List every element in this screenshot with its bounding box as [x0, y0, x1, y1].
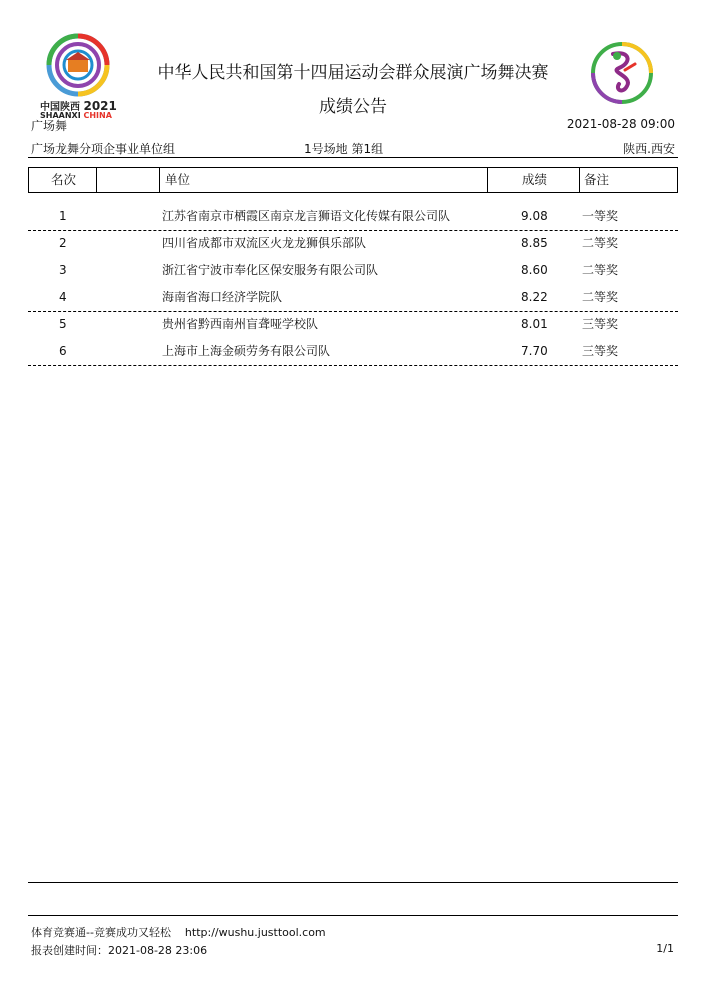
table-row: [28, 230, 678, 257]
page-title: 中华人民共和国第十四届运动会群众展演广场舞决赛: [157, 63, 549, 83]
results-table-header: [28, 167, 678, 193]
row-note: 三等奖: [582, 317, 619, 331]
row-unit: 贵州省黔西南州盲聋哑学校队: [162, 317, 319, 331]
row-score: 8.22: [521, 290, 548, 304]
row-note: 二等奖: [582, 290, 619, 304]
row-divider: [28, 365, 678, 366]
col-divider: [579, 168, 580, 192]
row-note: 二等奖: [582, 263, 619, 277]
page-subtitle: 成绩公告: [319, 97, 387, 117]
table-row: [28, 311, 678, 338]
row-rank: 5: [59, 317, 67, 331]
row-note: 三等奖: [582, 344, 619, 358]
footer-slogan: 体育竞赛通--竞赛成功又轻松 http://wushu.justtool.com: [31, 926, 326, 939]
logo-year: 2021: [83, 99, 117, 113]
row-unit: 四川省成都市双流区火龙龙狮俱乐部队: [162, 236, 367, 250]
row-rank: 4: [59, 290, 67, 304]
table-row: [28, 257, 678, 284]
col-note: 备注: [584, 172, 610, 187]
location: 陕西.西安: [623, 142, 675, 156]
row-rank: 2: [59, 236, 67, 250]
table-row: [28, 338, 678, 365]
row-score: 9.08: [521, 209, 548, 223]
col-divider: [96, 168, 97, 192]
row-rank: 3: [59, 263, 67, 277]
row-note: 二等奖: [582, 236, 619, 250]
table-row: [28, 203, 678, 230]
row-note: 一等奖: [582, 209, 619, 223]
logo-text-en2: CHINA: [83, 111, 112, 120]
row-unit: 江苏省南京市栖霞区南京龙言狮语文化传媒有限公司队: [162, 209, 451, 223]
row-rank: 1: [59, 209, 67, 223]
footer-divider-top: [28, 882, 678, 883]
row-rank: 6: [59, 344, 67, 358]
event-category: 广场舞: [31, 119, 68, 133]
venue-info: 1号场地 第1组: [304, 142, 384, 156]
meta-divider: [28, 157, 678, 158]
footer-divider-bottom: [28, 915, 678, 916]
competition-group: 广场龙舞分项企事业单位组: [31, 142, 176, 156]
row-unit: 海南省海口经济学院队: [162, 290, 283, 304]
table-row: [28, 284, 678, 311]
col-unit: 单位: [165, 172, 191, 187]
col-score: 成绩: [522, 172, 548, 187]
row-unit: 浙江省宁波市奉化区保安服务有限公司队: [162, 263, 379, 277]
col-divider: [159, 168, 160, 192]
row-score: 8.60: [521, 263, 548, 277]
report-datetime: 2021-08-28 09:00: [566, 117, 675, 131]
row-score: 8.01: [521, 317, 548, 331]
col-divider: [487, 168, 488, 192]
logo-text-cn: 中国陕西: [40, 102, 80, 113]
row-score: 7.70: [521, 344, 548, 358]
report-created-time: 报表创建时间：2021-08-28 23:06: [31, 944, 208, 957]
row-score: 8.85: [521, 236, 548, 250]
col-rank: 名次: [51, 172, 77, 187]
row-unit: 上海市上海金硕劳务有限公司队: [162, 344, 331, 358]
logo-text-en1: SHAANXI: [40, 111, 81, 120]
page-number: 1/1: [656, 942, 674, 955]
